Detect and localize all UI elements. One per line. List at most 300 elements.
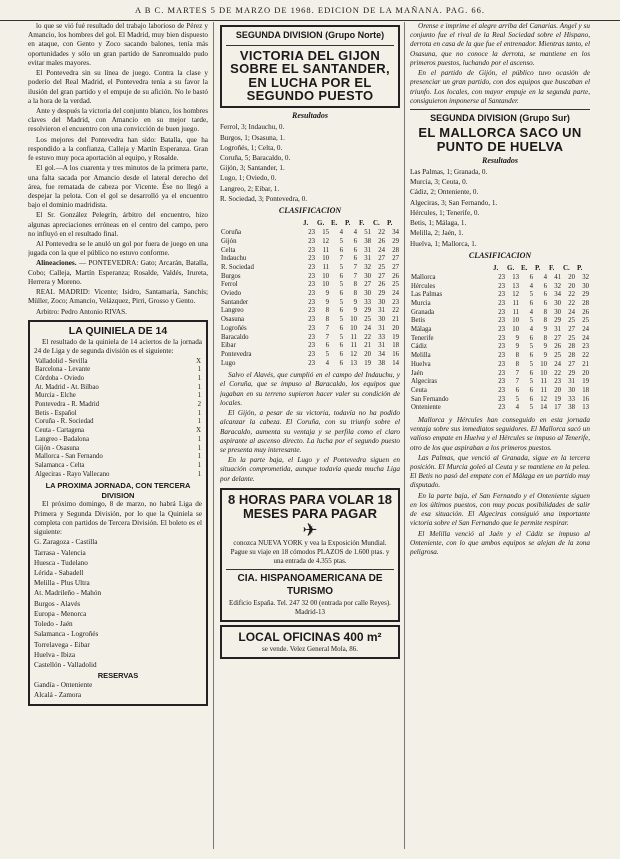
stat-cell: 25 bbox=[568, 317, 575, 325]
stat-cell: 6 bbox=[529, 352, 533, 360]
north-section-heading: SEGUNDA DIVISION (Grupo Norte) bbox=[235, 30, 385, 40]
stat-cell: 27 bbox=[392, 255, 399, 263]
standings-row bbox=[410, 361, 590, 370]
south-section-heading: SEGUNDA DIVISION (Grupo Sur) bbox=[430, 112, 570, 123]
stat-cell: 30 bbox=[364, 290, 371, 298]
standings-row bbox=[220, 238, 400, 247]
stat-cell: 6 bbox=[543, 282, 547, 290]
standings-row bbox=[410, 352, 590, 361]
stat-cell: 23 bbox=[308, 359, 315, 367]
north-headline: VICTORIA DEL GIJON SOBRE EL SANTANDER, EN LUCHA POR EL SEGUNDO PUESTO bbox=[230, 47, 390, 104]
quiniela-match: Ceuta - Cartagena bbox=[35, 427, 85, 435]
stat-cell: 23 bbox=[308, 246, 315, 254]
lineups bbox=[28, 259, 208, 287]
table-header-cell: J. bbox=[493, 263, 499, 272]
stat-cell: 25 bbox=[378, 264, 385, 271]
stat-cell: 13 bbox=[512, 282, 519, 290]
stat-cell: 23 bbox=[498, 300, 505, 307]
quiniela-sign: 1 bbox=[197, 409, 201, 417]
next-match-item: G. Zaragoza - Castilla bbox=[34, 538, 98, 547]
stat-cell: 9 bbox=[543, 352, 547, 360]
travel-ad bbox=[220, 488, 400, 622]
stat-cell: 11 bbox=[350, 342, 357, 350]
stat-cell: 6 bbox=[529, 369, 533, 377]
standings-row bbox=[410, 387, 590, 396]
table-header-cell: P. bbox=[387, 219, 393, 228]
stat-cell: 18 bbox=[582, 386, 589, 394]
table-header-cell: P. bbox=[577, 263, 583, 272]
stat-cell: 9 bbox=[325, 290, 329, 298]
stat-cell: 23 bbox=[498, 360, 505, 368]
stat-cell: 23 bbox=[308, 350, 315, 358]
stat-cell: 6 bbox=[339, 350, 343, 358]
stat-cell: 12 bbox=[512, 291, 519, 299]
quiniela-row bbox=[34, 375, 202, 384]
stat-cell: 23 bbox=[498, 395, 505, 403]
stat-cell: 14 bbox=[540, 404, 547, 412]
stat-cell: 4 bbox=[543, 273, 547, 281]
stat-cell: 5 bbox=[339, 298, 343, 306]
stat-cell: 7 bbox=[515, 369, 519, 377]
stat-cell: 13 bbox=[582, 404, 589, 412]
stat-cell: 6 bbox=[353, 246, 357, 254]
quiniela-title: LA QUINIELA DE 14 bbox=[68, 324, 168, 337]
quiniela-match: Algeciras - Rayo Vallecano bbox=[35, 470, 110, 478]
article-paragraph: En el partido de Gijón, el público tuvo ocasión de presenciar un gran partido, con dos equipos que buscaban el triunfo. Los locales, con mayor empuje en la segunda parte, consiguieron imponerse al Santander. bbox=[410, 69, 590, 105]
ad-company: CIA. HISPANOAMERICANA DE TURISMO bbox=[237, 573, 383, 598]
stat-cell: 9 bbox=[515, 334, 519, 342]
team-name: Cádiz bbox=[411, 343, 427, 351]
stat-cell: 6 bbox=[339, 342, 343, 350]
team-name: Ferrol bbox=[221, 281, 238, 289]
stat-cell: 20 bbox=[582, 369, 589, 377]
column-divider bbox=[404, 22, 405, 849]
team-name: Osasuna bbox=[221, 316, 245, 324]
stat-cell: 22 bbox=[568, 291, 575, 299]
next-match-item: Lérida - Sabadell bbox=[34, 569, 84, 577]
stat-cell: 24 bbox=[554, 360, 561, 368]
stat-cell: 27 bbox=[568, 360, 575, 368]
stat-cell: 4 bbox=[529, 308, 533, 316]
stat-cell: 25 bbox=[392, 281, 399, 289]
stat-cell: 31 bbox=[568, 378, 575, 386]
stat-cell: 8 bbox=[543, 308, 547, 316]
stat-cell: 11 bbox=[322, 264, 329, 271]
stat-cell: 23 bbox=[308, 298, 315, 306]
team-name: Logroñés bbox=[221, 324, 247, 332]
quiniela-row bbox=[34, 427, 202, 436]
stat-cell: 5 bbox=[529, 360, 533, 368]
standings-row bbox=[410, 378, 590, 387]
table-header-cell: P. bbox=[535, 263, 541, 272]
stat-cell: 27 bbox=[554, 334, 561, 342]
stat-cell: 8 bbox=[515, 360, 519, 368]
quiniela-sign: 1 bbox=[197, 453, 201, 461]
team-name: Betis bbox=[411, 317, 425, 325]
south-results-label: Resultados bbox=[481, 155, 518, 165]
stat-cell: 6 bbox=[529, 395, 533, 403]
quiniela-row bbox=[34, 471, 202, 480]
table-header-cell: E. bbox=[331, 219, 338, 228]
stat-cell: 4 bbox=[515, 404, 519, 412]
stat-cell: 25 bbox=[568, 334, 575, 342]
stat-cell: 11 bbox=[350, 333, 357, 341]
stat-cell: 8 bbox=[543, 317, 547, 325]
stat-cell: 7 bbox=[353, 264, 357, 271]
next-match-item: Castellón - Valladolid bbox=[34, 660, 97, 669]
team-name: Baracaldo bbox=[221, 333, 249, 341]
quiniela-row bbox=[34, 453, 202, 462]
result-item: Logroñés, 1; Celta, 0. bbox=[220, 143, 283, 152]
page-header bbox=[0, 0, 620, 21]
quiniela-table bbox=[34, 358, 202, 480]
table-header-cell: G. bbox=[317, 219, 325, 228]
stat-cell: 16 bbox=[582, 395, 589, 403]
stat-cell: 23 bbox=[308, 229, 315, 237]
stat-cell: 29 bbox=[568, 369, 575, 377]
stat-cell: 28 bbox=[568, 352, 575, 360]
stat-cell: 7 bbox=[515, 378, 519, 386]
stat-cell: 9 bbox=[325, 298, 329, 306]
stat-cell: 4 bbox=[529, 282, 533, 290]
next-match-item: Huesca - Tudelano bbox=[34, 558, 88, 567]
result-item: Ferrol, 3; Indauchu, 0. bbox=[220, 123, 285, 132]
stat-cell: 9 bbox=[353, 298, 357, 306]
stat-cell: 24 bbox=[582, 326, 589, 334]
standings-row bbox=[220, 351, 400, 360]
stat-cell: 6 bbox=[543, 291, 547, 299]
result-item: Cádiz, 2; Onteniente, 0. bbox=[410, 188, 479, 197]
quiniela-row bbox=[34, 462, 202, 471]
stat-cell: 31 bbox=[364, 255, 371, 263]
team-name: Santander bbox=[221, 298, 249, 306]
stat-cell: 11 bbox=[512, 308, 519, 316]
south-class-label: CLASIFICACION bbox=[468, 250, 532, 260]
stat-cell: 23 bbox=[308, 316, 315, 324]
result-item: R. Sociedad, 3; Pontevedra, 0. bbox=[220, 194, 308, 203]
result-item: Lugo, 1; Oviedo, 0. bbox=[220, 174, 277, 183]
result-item: Hércules, 1; Tenerife, 0. bbox=[410, 208, 480, 217]
team-name: Melilla bbox=[411, 352, 431, 360]
quiniela-match: Mallorca - San Fernando bbox=[35, 453, 103, 461]
result-item: Coruña, 5; Baracaldo, 0. bbox=[220, 153, 291, 162]
next-match-item: Huelva - Ibiza bbox=[34, 650, 76, 659]
standings-row bbox=[410, 326, 590, 335]
north-report: En la parte baja, el Lugo y el Pontevedra siguen en situación comprometida, aunque todavía queda mucha Liga por delante. bbox=[220, 456, 400, 483]
quiniela-sign: 1 bbox=[197, 392, 201, 400]
result-item: Murcia, 3; Ceuta, 0. bbox=[410, 178, 468, 187]
stat-cell: 38 bbox=[378, 359, 385, 367]
table-header-cell bbox=[410, 263, 492, 274]
stat-cell: 32 bbox=[582, 273, 589, 281]
standings-row bbox=[410, 335, 590, 344]
next-round-title: LA PROXIMA JORNADA, CON TERCERA DIVISION bbox=[45, 481, 191, 500]
stat-cell: 24 bbox=[378, 246, 385, 254]
stat-cell: 23 bbox=[582, 343, 589, 351]
stat-cell: 31 bbox=[378, 342, 385, 350]
quiniela-row bbox=[34, 410, 202, 419]
north-report: El Gijón, a pesar de su victoria, todavía no ha podido alcanzar la cabeza. El Coruña, con su triunfo sobre el Baracaldo, aumenta su ventaja y se perfila como el claro aspirante al ascenso directo. La lucha por el segundo puesto se presenta muy interesante. bbox=[220, 409, 400, 454]
stat-cell: 22 bbox=[568, 300, 575, 307]
standings-row bbox=[410, 396, 590, 405]
stat-cell: 23 bbox=[308, 290, 315, 298]
stat-cell: 5 bbox=[529, 343, 533, 351]
lineup-madrid: REAL MADRID: Vicente; Isidro, Santamaría, Sanchís; Müller, Zoco; Amancio, Velázquez, Pirri, Grosso y Gento. bbox=[28, 288, 208, 306]
office-ad-title: LOCAL OFICINAS 400 m² bbox=[238, 629, 382, 644]
next-match-item: Tarrasa - Valencia bbox=[34, 548, 86, 557]
stat-cell: 21 bbox=[364, 342, 371, 350]
quiniela-sign: 1 bbox=[197, 444, 201, 452]
stat-cell: 10 bbox=[540, 360, 547, 368]
stat-cell: 27 bbox=[392, 264, 399, 271]
stat-cell: 30 bbox=[364, 272, 371, 280]
stat-cell: 19 bbox=[554, 395, 561, 403]
stat-cell: 32 bbox=[364, 264, 371, 271]
north-report: Salvo el Alavés, que cumplió en el campo del Indauchu, y el Coruña, que se impuso al Baracaldo, los equipos que jugaban en su terreno supieron hacer valer su condición de locales. bbox=[220, 371, 400, 407]
stat-cell: 6 bbox=[543, 300, 547, 307]
stat-cell: 23 bbox=[498, 334, 505, 342]
stat-cell: 23 bbox=[498, 369, 505, 377]
team-name: San Fernando bbox=[411, 395, 449, 403]
team-name: Jaén bbox=[411, 369, 424, 377]
stat-cell: 20 bbox=[568, 273, 575, 281]
article-paragraph: El Sr. González Pelegrín, árbitro del encuentro, hizo algunas apreciaciones erróneas en el centro del campo, pero no influyó en el resultado final. bbox=[28, 211, 208, 238]
team-name: Burgos bbox=[221, 272, 241, 280]
stat-cell: 23 bbox=[308, 307, 315, 315]
next-match-item: Salamanca - Logroñés bbox=[34, 630, 99, 639]
quiniela-match: Murcia - Elche bbox=[35, 392, 76, 400]
stat-cell: 27 bbox=[364, 281, 371, 289]
stat-cell: 9 bbox=[543, 343, 547, 351]
result-item: Huelva, 1; Mallorca, 1. bbox=[410, 239, 477, 248]
airplane-icon: ✈ bbox=[302, 520, 318, 541]
stat-cell: 34 bbox=[392, 229, 399, 237]
stat-cell: 4 bbox=[529, 326, 533, 334]
stat-cell: 5 bbox=[339, 264, 343, 271]
table-header-cell: F. bbox=[359, 219, 365, 228]
north-headline-box bbox=[220, 25, 400, 108]
stat-cell: 31 bbox=[364, 246, 371, 254]
team-name: R. Sociedad bbox=[221, 264, 254, 271]
quiniela-match: Gijón - Osasuna bbox=[35, 444, 80, 452]
stat-cell: 22 bbox=[554, 369, 561, 377]
stat-cell: 22 bbox=[392, 307, 399, 315]
stat-cell: 23 bbox=[498, 352, 505, 360]
stat-cell: 11 bbox=[322, 246, 329, 254]
south-headline: EL MALLORCA SACO UN PUNTO DE HUELVA bbox=[418, 125, 582, 155]
ad-address: Edificio España. Tel. 247 32 00 (entrada por calle Reyes). Madrid-13 bbox=[229, 598, 391, 616]
stat-cell: 12 bbox=[350, 350, 357, 358]
stat-cell: 26 bbox=[392, 272, 399, 280]
stat-cell: 32 bbox=[554, 282, 561, 290]
stat-cell: 9 bbox=[543, 326, 547, 334]
quiniela-sign: 1 bbox=[197, 470, 201, 478]
result-item: Langreo, 2; Eibar, 1. bbox=[220, 184, 280, 193]
standings-row bbox=[410, 309, 590, 318]
quiniela-sign: 1 bbox=[197, 418, 201, 426]
quiniela-row bbox=[34, 436, 202, 445]
team-name: Pontevedra bbox=[221, 350, 252, 358]
team-name: Coruña bbox=[221, 229, 242, 237]
standings-row bbox=[220, 290, 400, 299]
stat-cell: 10 bbox=[512, 317, 519, 325]
stat-cell: 23 bbox=[498, 343, 505, 351]
stat-cell: 38 bbox=[364, 237, 371, 245]
standings-row bbox=[410, 317, 590, 326]
stat-cell: 23 bbox=[308, 255, 315, 263]
standings-row bbox=[220, 255, 400, 264]
table-header-cell: C. bbox=[563, 263, 570, 272]
quiniela-match: Langreo - Badalona bbox=[35, 435, 89, 443]
stat-cell: 23 bbox=[308, 281, 315, 289]
standings-row bbox=[220, 334, 400, 343]
stat-cell: 4 bbox=[339, 229, 343, 237]
office-ad bbox=[220, 625, 400, 659]
stat-cell: 9 bbox=[515, 343, 519, 351]
stat-cell: 27 bbox=[378, 255, 385, 263]
stat-cell: 8 bbox=[353, 281, 357, 289]
stat-cell: 33 bbox=[378, 333, 385, 341]
stat-cell: 23 bbox=[308, 237, 315, 245]
team-name: Málaga bbox=[411, 326, 432, 334]
column-middle bbox=[220, 22, 400, 859]
quiniela-sign: 1 bbox=[197, 366, 201, 374]
stat-cell: 4 bbox=[353, 229, 357, 237]
standings-row bbox=[220, 247, 400, 256]
stat-cell: 10 bbox=[322, 255, 329, 263]
standings-row bbox=[220, 316, 400, 325]
quiniela-row bbox=[34, 366, 202, 375]
article-paragraph: lo que se vió fué resultado del trabajo laborioso de Pérez y Amancio, los hombres del gol. El Madrid, muy bien dispuesto en ataque, con Gento y Zoco sacando balones, tenía más oportunidades y sólo un gran partido de Sanromualdo pudo evitar males mayores. bbox=[28, 22, 208, 67]
reserves-title: RESERVAS bbox=[97, 671, 139, 681]
stat-cell: 23 bbox=[498, 317, 505, 325]
quiniela-sign: 1 bbox=[197, 435, 201, 443]
standings-row bbox=[410, 404, 590, 413]
stat-cell: 29 bbox=[378, 290, 385, 298]
next-match-item: At. Madrileño - Mahón bbox=[34, 589, 102, 598]
stat-cell: 23 bbox=[308, 324, 315, 332]
stat-cell: 5 bbox=[529, 291, 533, 299]
team-name: Algeciras bbox=[411, 378, 438, 386]
result-item: Betis, 1; Málaga, 1. bbox=[410, 219, 467, 228]
standings-row bbox=[220, 325, 400, 334]
quiniela-sign: 1 bbox=[197, 383, 201, 391]
stat-cell: 30 bbox=[378, 316, 385, 324]
stat-cell: 38 bbox=[568, 404, 575, 412]
team-name: Granada bbox=[411, 308, 435, 316]
stat-cell: 8 bbox=[353, 290, 357, 298]
stat-cell: 29 bbox=[554, 317, 561, 325]
stat-cell: 30 bbox=[582, 282, 589, 290]
article-paragraph: Orense e imprime el alegre arriba del Canarias. Angel y su conjunto fue el rival de la Real Sociedad sobre el Hispano, derrota en casa de la que fue el entrenador. Mientras tanto, el Osasuna, que no conoce la derrota, se mantiene en los primeros puestos, luchando por el ascenso. bbox=[410, 22, 590, 67]
stat-cell: 5 bbox=[339, 281, 343, 289]
quiniela-sign: X bbox=[196, 427, 201, 435]
lineup-label: Alineaciones. bbox=[36, 259, 77, 268]
result-item: Algeciras, 3; San Fernando, 1. bbox=[410, 198, 498, 207]
next-match-item: Europa - Menorca bbox=[34, 609, 87, 618]
divider bbox=[226, 45, 394, 46]
quiniela-row bbox=[34, 358, 202, 367]
stat-cell: 25 bbox=[554, 352, 561, 360]
team-name: Gijón bbox=[221, 237, 237, 245]
stat-cell: 5 bbox=[529, 378, 533, 386]
stat-cell: 30 bbox=[378, 298, 385, 306]
stat-cell: 25 bbox=[582, 317, 589, 325]
stat-cell: 23 bbox=[308, 342, 315, 350]
stat-cell: 29 bbox=[582, 291, 589, 299]
table-header-cell: C. bbox=[373, 219, 380, 228]
referee: Arbitro: Pedro Antonio RIVAS. bbox=[36, 307, 127, 316]
article-paragraph: El gol.—A los cuarenta y tres minutos de la primera parte, una falta sacada por Amancio desde el lateral derecho del área, fue rematada de cabeza por Vicente. Ése no llegó a despejar la pelota. Con el gol se desarrolló ya el encuentro bajo el dominio madridista. bbox=[28, 164, 208, 210]
stat-cell: 19 bbox=[582, 378, 589, 386]
quiniela-row bbox=[34, 401, 202, 410]
stat-cell: 10 bbox=[322, 272, 329, 280]
team-name: Onteniente bbox=[411, 404, 441, 412]
stat-cell: 7 bbox=[339, 255, 343, 263]
stat-cell: 26 bbox=[378, 237, 385, 245]
quiniela-match: Betis - Español bbox=[35, 409, 77, 417]
stat-cell: 11 bbox=[512, 300, 519, 307]
stat-cell: 6 bbox=[339, 324, 343, 332]
article-paragraph: Ante y después la victoria del conjunto blanco, los hombres claves del Madrid, con Amancio en su mejor tarde, resolvieron el encuentro con una convicción de buen juego. bbox=[28, 106, 208, 134]
stat-cell: 28 bbox=[392, 246, 399, 254]
stat-cell: 10 bbox=[350, 324, 357, 332]
stat-cell: 23 bbox=[392, 298, 399, 306]
stat-cell: 23 bbox=[554, 378, 561, 386]
stat-cell: 9 bbox=[353, 307, 357, 315]
next-match-item: Melilla - Plus Ultra bbox=[34, 579, 90, 588]
divider bbox=[410, 109, 590, 110]
stat-cell: 10 bbox=[512, 326, 519, 334]
standings-row bbox=[220, 281, 400, 290]
stat-cell: 5 bbox=[325, 350, 329, 358]
stat-cell: 6 bbox=[339, 246, 343, 254]
stat-cell: 26 bbox=[554, 343, 561, 351]
stat-cell: 20 bbox=[568, 282, 575, 290]
stat-cell: 6 bbox=[339, 307, 343, 315]
stat-cell: 23 bbox=[308, 333, 315, 341]
stat-cell: 5 bbox=[339, 316, 343, 324]
next-round-list bbox=[34, 538, 202, 670]
column-divider bbox=[213, 22, 214, 849]
team-name: Hércules bbox=[411, 282, 436, 290]
team-name: Celta bbox=[221, 246, 236, 254]
stat-cell: 11 bbox=[540, 386, 547, 394]
stat-cell: 7 bbox=[325, 333, 329, 341]
stat-cell: 8 bbox=[543, 334, 547, 342]
north-standings-table bbox=[220, 218, 400, 368]
south-report: El Melilla venció al Jaén y el Cádiz se impuso al Onteniente, con lo que ambos equipos se alejan de la zona peligrosa. bbox=[410, 529, 590, 556]
stat-cell: 20 bbox=[364, 350, 371, 358]
office-ad-sub: se vende. Velez General Mola, 86. bbox=[262, 645, 358, 654]
column-left bbox=[28, 22, 208, 859]
stat-cell: 30 bbox=[554, 300, 561, 307]
stat-cell: 34 bbox=[554, 291, 561, 299]
stat-cell: 21 bbox=[392, 316, 399, 324]
stat-cell: 14 bbox=[392, 359, 399, 367]
next-match-item: Burgos - Alavés bbox=[34, 599, 81, 608]
result-item: Las Palmas, 1; Granada, 0. bbox=[410, 168, 488, 176]
stat-cell: 18 bbox=[392, 342, 399, 350]
standings-row bbox=[220, 273, 400, 282]
quiniela-sign: 2 bbox=[197, 401, 201, 409]
stat-cell: 23 bbox=[308, 272, 315, 280]
quiniela-match: Salamanca - Celta bbox=[35, 461, 85, 469]
reserve-item: Gandía - Onteniente bbox=[34, 680, 93, 689]
team-name: Oviedo bbox=[221, 290, 242, 298]
stat-cell: 6 bbox=[325, 342, 329, 350]
reserve-item: Alcalá - Zamora bbox=[34, 691, 82, 699]
